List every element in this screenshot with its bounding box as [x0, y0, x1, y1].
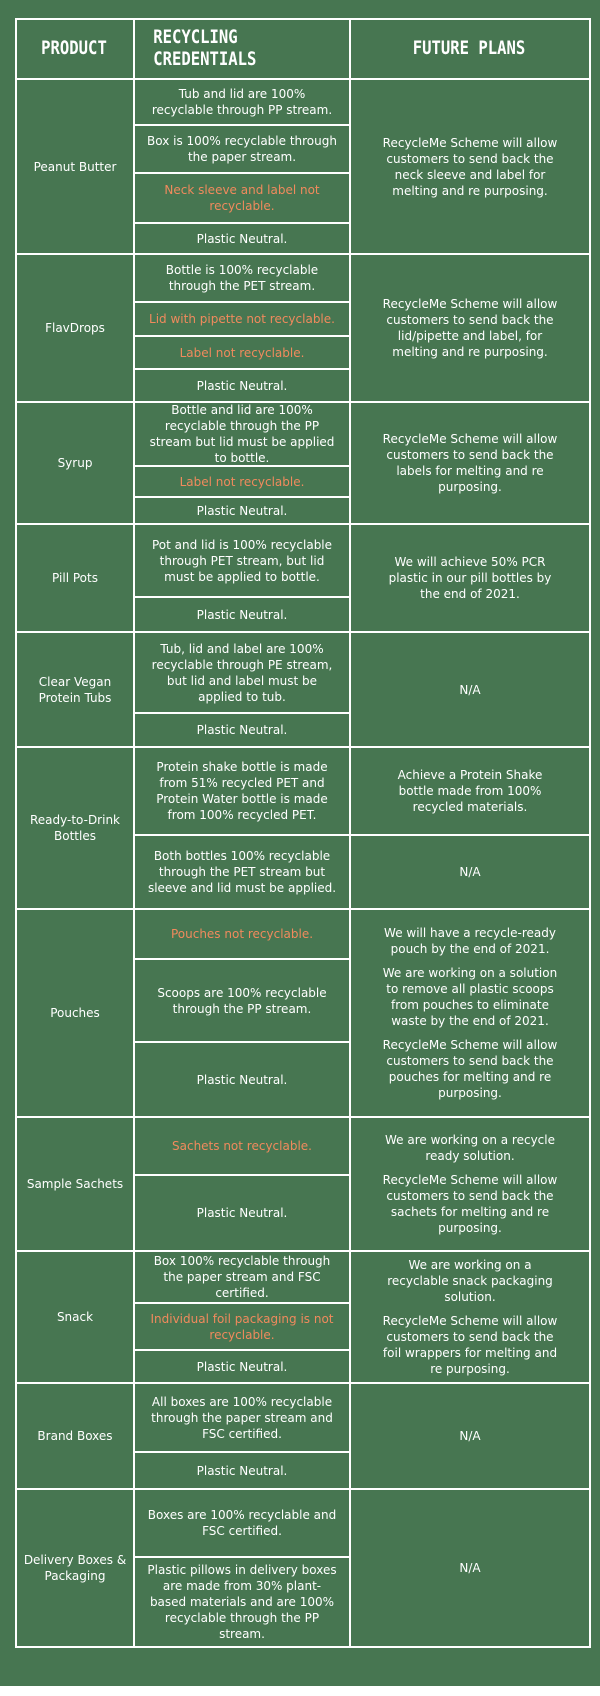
product-name: Pouches — [50, 1006, 100, 1020]
credential-item: Box is 100% recyclable through the paper stream. — [147, 134, 337, 164]
future-plan: RecycleMe Scheme will allow customers to send back the sachets for melting and re purposing. — [382, 1173, 558, 1235]
credential-negative: Neck sleeve and label not recyclable. — [164, 183, 320, 213]
product-name: Syrup — [57, 456, 93, 470]
future-plan: RecycleMe Scheme will allow customers to send back the labels for melting and re purposing. — [382, 432, 558, 494]
column-divider — [589, 18, 591, 1646]
future-plan: We will achieve 50% PCR plastic in our pill bottles by the end of 2021. — [388, 555, 552, 601]
future-plan: Achieve a Protein Shake bottle made from 100% recycled materials. — [397, 768, 543, 814]
future-plan: RecycleMe Scheme will allow customers to send back the neck sleeve and label for melting and re purposing. — [382, 135, 558, 198]
future-plan: We will have a recycle-ready pouch by the end of 2021. — [384, 926, 556, 956]
credential-item: Tub and lid are 100% recyclable through PP stream. — [151, 87, 333, 117]
product-name: Clear Vegan Protein Tubs — [38, 674, 112, 705]
credential-item: Box 100% recyclable through the paper stream and FSC certified. — [153, 1254, 331, 1300]
credential-negative: Label not recyclable. — [179, 345, 305, 360]
future-plans-group — [353, 910, 587, 1116]
credential-item: Scoops are 100% recyclable through the PP stream. — [157, 985, 327, 1016]
credential-negative: Lid with pipette not recyclable. — [149, 312, 335, 326]
credential-item: Plastic Neutral. — [196, 1463, 288, 1478]
header-recycling-credentials: RECYCLING CREDENTIALS — [153, 26, 257, 70]
credential-item: Plastic Neutral. — [196, 378, 288, 393]
future-plans-group — [353, 1252, 587, 1382]
credential-item: Protein shake bottle is made from 51% recycled PET and Protein Water bottle is made from 100% recycled PET. — [156, 760, 328, 822]
future-plans-group — [353, 1118, 587, 1250]
credential-negative: Pouches not recyclable. — [170, 927, 314, 941]
future-plan: RecycleMe Scheme will allow customers to send back the foil wrappers for melting and re purposing. — [382, 1314, 558, 1376]
credential-item: Plastic Neutral. — [196, 231, 288, 246]
future-plan: We are working on a recyclable snack packaging solution. — [387, 1258, 553, 1304]
credential-item: Bottle is 100% recyclable through the PET stream. — [165, 263, 319, 293]
table-bottom-border — [15, 1646, 591, 1648]
credential-item: Tub, lid and label are 100% recyclable through PE stream, but lid and label must be applied to tub. — [151, 641, 333, 704]
product-name: Delivery Boxes & Packaging — [23, 1553, 127, 1583]
product-name: Sample Sachets — [26, 1177, 124, 1191]
product-name: Snack — [56, 1310, 94, 1324]
plan-not-applicable: N/A — [459, 1561, 481, 1575]
column-divider — [133, 18, 135, 1646]
credential-item: Plastic pillows in delivery boxes are made from 30% plant-based materials and are 100% recyclable through the PP stream. — [147, 1563, 337, 1641]
table-top-border — [15, 18, 591, 20]
future-plan: RecycleMe Scheme will allow customers to send back the pouches for melting and re purposing. — [382, 1038, 558, 1100]
credential-item: Both bottles 100% recyclable through the PET stream but sleeve and lid must be applied. — [147, 849, 337, 895]
product-name: FlavDrops — [45, 321, 105, 335]
credential-item: Plastic Neutral. — [196, 723, 288, 737]
credential-item: Pot and lid is 100% recyclable through PET stream, but lid must be applied to bottle. — [151, 537, 333, 584]
header-product: PRODUCT — [41, 37, 107, 59]
header-future-plans: FUTURE PLANS — [412, 37, 526, 59]
plan-not-applicable: N/A — [459, 1429, 481, 1443]
product-name: Peanut Butter — [33, 159, 117, 174]
credential-item: Plastic Neutral. — [196, 1206, 288, 1220]
credential-item: Boxes are 100% recyclable and FSC certified. — [147, 1508, 337, 1538]
future-plan: RecycleMe Scheme will allow customers to send back the lid/pipette and label, for melting and re purposing. — [382, 297, 558, 359]
column-divider — [349, 18, 351, 1646]
future-plan: We are working on a recycle ready solution. — [385, 1133, 555, 1163]
credential-item: All boxes are 100% recyclable through the paper stream and FSC certified. — [151, 1394, 333, 1441]
credential-item: Plastic Neutral. — [196, 1072, 288, 1087]
credential-item: Plastic Neutral. — [196, 607, 288, 622]
plan-not-applicable: N/A — [459, 865, 481, 879]
product-name: Ready-to-Drink Bottles — [29, 813, 121, 843]
credential-negative: Sachets not recyclable. — [172, 1139, 312, 1153]
credential-negative: Individual foil packaging is not recyclable. — [150, 1311, 334, 1342]
plan-not-applicable: N/A — [459, 682, 481, 697]
credential-item: Plastic Neutral. — [196, 1359, 288, 1374]
future-plan: We are working on a solution to remove all plastic scoops from pouches to eliminate waste by the end of 2021. — [382, 966, 558, 1028]
product-name: Brand Boxes — [37, 1429, 113, 1443]
credential-item: Bottle and lid are 100% recyclable through the PP stream but lid must be applied to bottle. — [149, 403, 335, 465]
credential-negative: Label not recyclable. — [179, 474, 305, 489]
product-name: Pill Pots — [52, 571, 98, 585]
credential-item: Plastic Neutral. — [196, 503, 288, 518]
